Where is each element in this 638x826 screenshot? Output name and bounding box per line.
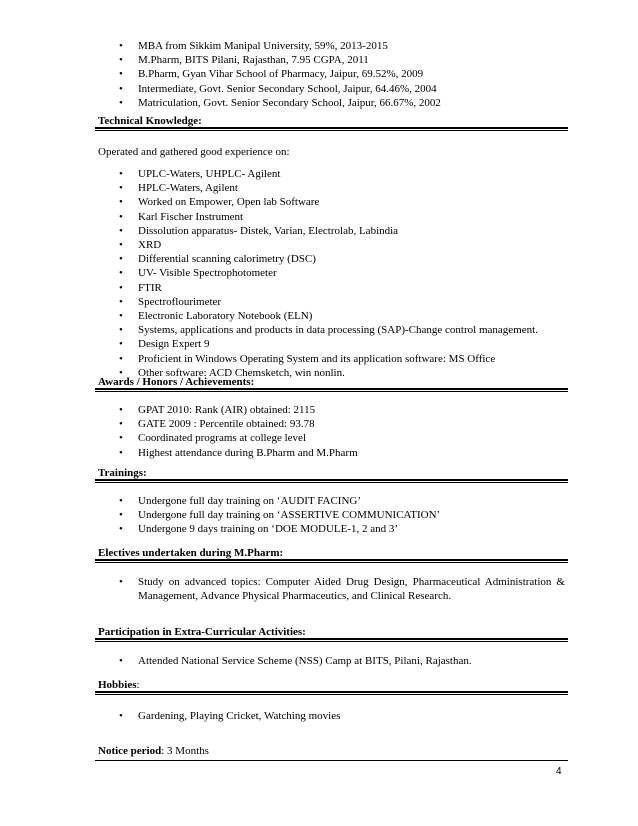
technical-list (110, 167, 565, 380)
list-item: • XRD (110, 238, 565, 252)
list-item: • Design Expert 9 (110, 337, 565, 351)
electives-list (110, 575, 565, 603)
list-item: • Highest attendance during B.Pharm and M.Pharm (110, 446, 565, 460)
notice-value: : 3 Months (161, 745, 209, 757)
footer-divider (95, 760, 568, 761)
list-item: • Proficient in Windows Operating System and its application software: MS Office (110, 352, 565, 366)
section-divider (95, 559, 568, 563)
section-divider (95, 479, 568, 483)
list-item: • B.Pharm, Gyan Vihar School of Pharmacy, Jaipur, 69.52%, 2009 (110, 67, 565, 81)
list-item: • Karl Fischer Instrument (110, 210, 565, 224)
technical-heading: Technical Knowledge: (98, 115, 202, 127)
awards-heading: Awards / Honors / Achievements: (98, 376, 255, 388)
extracurricular-list (110, 654, 565, 668)
trainings-list (110, 494, 565, 537)
page-number: 4 (556, 766, 562, 777)
hobbies-colon: : (136, 679, 140, 691)
list-item: • Worked on Empower, Open lab Software (110, 195, 565, 209)
list-item: • Systems, applications and products in data processing (SAP)-Change control management. (110, 323, 565, 337)
list-item: • FTIR (110, 281, 565, 295)
list-item: • Undergone full day training on ‘AUDIT FACING’ (110, 494, 565, 508)
list-item: • Undergone full day training on ‘ASSERTIVE COMMUNICATION’ (110, 508, 565, 522)
extracurricular-heading: Participation in Extra-Curricular Activities: (98, 626, 306, 638)
list-item: • GATE 2009 : Percentile obtained: 93.78 (110, 417, 565, 431)
list-item: • Attended National Service Scheme (NSS) Camp at BITS, Pilani, Rajasthan. (110, 654, 565, 668)
list-item: • Gardening, Playing Cricket, Watching movies (110, 709, 565, 723)
list-item: • Dissolution apparatus- Distek, Varian, Electrolab, Labindia (110, 224, 565, 238)
list-item: • M.Pharm, BITS Pilani, Rajasthan, 7.95 CGPA, 2011 (110, 53, 565, 67)
list-item: • Intermediate, Govt. Senior Secondary School, Jaipur, 64.46%, 2004 (110, 82, 565, 96)
list-item: • Other software: ACD Chemsketch, win nonlin. (110, 366, 565, 380)
hobbies-label: Hobbies (98, 679, 137, 691)
list-item: • GPAT 2010: Rank (AIR) obtained: 2115 (110, 403, 565, 417)
section-divider (95, 691, 568, 695)
technical-intro: Operated and gathered good experience on: (98, 146, 290, 158)
list-item: • UPLC-Waters, UHPLC- Agilent (110, 167, 565, 181)
notice-label: Notice period (98, 745, 162, 757)
list-item: • Study on advanced topics: Computer Aided Drug Design, Pharmaceutical Administration & Management, Advance Physical Pharmaceutics, and Clinical Research. (110, 575, 565, 603)
trainings-heading: Trainings: (98, 467, 147, 479)
awards-list (110, 403, 565, 460)
list-item: • Spectroflourimeter (110, 295, 565, 309)
list-item: • Undergone 9 days training on ‘DOE MODULE-1, 2 and 3’ (110, 522, 565, 536)
list-item: • HPLC-Waters, Agilent (110, 181, 565, 195)
section-divider (95, 388, 568, 392)
education-list (110, 39, 565, 110)
section-divider (95, 127, 568, 131)
list-item: • Electronic Laboratory Notebook (ELN) (110, 309, 565, 323)
notice-period (98, 744, 209, 758)
hobbies-heading (98, 678, 140, 692)
list-item: • MBA from Sikkim Manipal University, 59%, 2013-2015 (110, 39, 565, 53)
section-divider (95, 638, 568, 642)
list-item: • Coordinated programs at college level (110, 431, 565, 445)
electives-heading: Electives undertaken during M.Pharm: (98, 547, 284, 559)
hobbies-list (110, 709, 565, 723)
list-item: • Matriculation, Govt. Senior Secondary School, Jaipur, 66.67%, 2002 (110, 96, 565, 110)
list-item: • UV- Visible Spectrophotometer (110, 266, 565, 280)
list-item: • Differential scanning calorimetry (DSC) (110, 252, 565, 266)
